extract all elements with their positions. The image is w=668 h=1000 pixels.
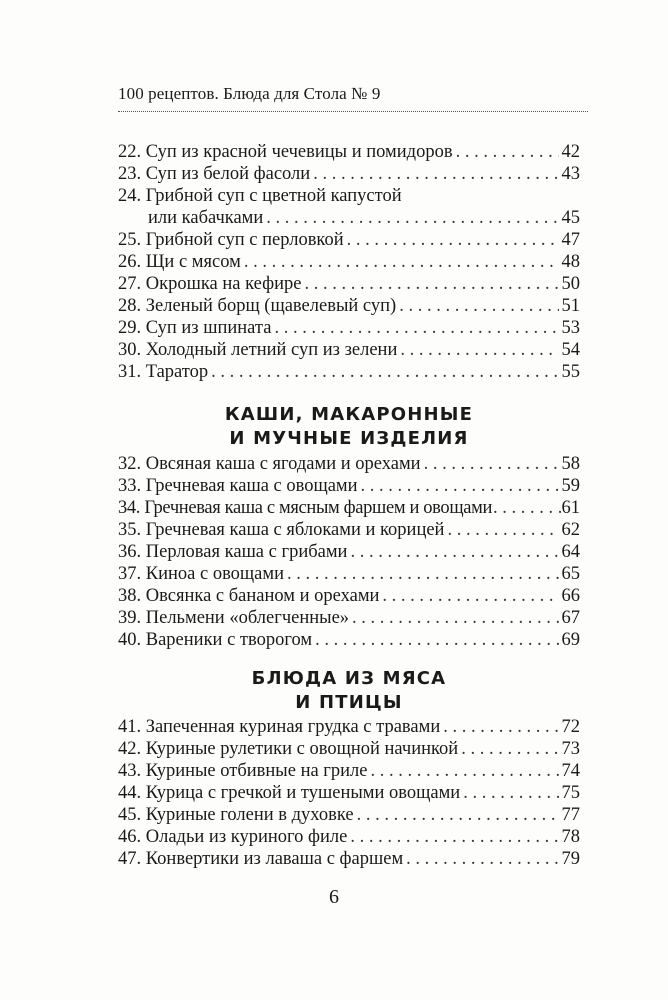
toc-entry-page: 77 (561, 805, 580, 825)
toc-dot-leader (211, 361, 558, 383)
toc-dot-leader (463, 782, 558, 804)
toc-entry-page: 72 (561, 717, 580, 737)
toc-section-meat (118, 716, 580, 870)
toc-entry-title: 47. Конвертики из лаваша с фаршем (118, 849, 404, 869)
toc-entry-title: 23. Суп из белой фасоли (118, 164, 311, 184)
toc-entry-title-line1: 24. Грибной суп с цветной капустой (118, 186, 402, 206)
toc-dot-leader (347, 229, 559, 251)
toc-dot-leader (266, 207, 558, 229)
running-header: 100 рецептов. Блюда для Стола № 9 (118, 84, 381, 103)
toc-entry-page: 55 (561, 362, 580, 382)
toc-entry[interactable] (118, 229, 580, 251)
toc-section-porridge (118, 453, 580, 651)
toc-entry-title: 40. Вареники с творогом (118, 630, 313, 650)
toc-entry-page: 50 (561, 274, 580, 294)
toc-entry[interactable] (118, 453, 580, 475)
toc-entry-page: 73 (561, 739, 580, 759)
section-heading-line: И МУЧНЫЕ ИЗДЕЛИЯ (229, 428, 469, 449)
toc-dot-leader (350, 826, 558, 848)
toc-dot-leader (244, 251, 559, 273)
toc-entry-page: 69 (561, 630, 580, 650)
toc-entry[interactable] (118, 804, 580, 826)
toc-dot-leader (274, 317, 558, 339)
page-number: 6 (329, 886, 339, 908)
toc-dot-leader (357, 804, 559, 826)
toc-entry-page: 54 (561, 340, 580, 360)
toc-entry[interactable] (118, 607, 580, 629)
toc-entry-title: 33. Гречневая каша с овощами (118, 476, 358, 496)
toc-entry-title: 34. Гречневая каша с мясным фаршем и овощами (118, 498, 492, 518)
section-heading-line: БЛЮДА ИЗ МЯСА (251, 668, 447, 689)
toc-entry-page: 58 (561, 454, 580, 474)
toc-entry[interactable] (118, 541, 580, 563)
toc-entry[interactable] (118, 273, 580, 295)
toc-dot-leader (371, 760, 559, 782)
toc-entry-multiline[interactable] (118, 185, 580, 229)
toc-entry-title: 36. Перловая каша с грибами (118, 542, 348, 562)
toc-entry-page: 47 (561, 230, 580, 250)
toc-entry[interactable] (118, 585, 580, 607)
toc-entry-title: 42. Куриные рулетики с овощной начинкой (118, 739, 459, 759)
toc-entry[interactable] (118, 361, 580, 383)
toc-entry-page: 62 (561, 520, 580, 540)
toc-dot-leader (399, 295, 558, 317)
toc-entry-page: 67 (561, 608, 580, 628)
toc-entry[interactable] (118, 519, 580, 541)
toc-dot-leader (382, 585, 558, 607)
toc-entry-title: 29. Суп из шпината (118, 318, 272, 338)
toc-entry[interactable] (118, 475, 580, 497)
toc-entry-title: 22. Суп из красной чечевицы и помидоров (118, 142, 453, 162)
toc-entry-title: 28. Зеленый борщ (щавелевый суп) (118, 296, 397, 316)
toc-entry-title: 32. Овсяная каша с ягодами и орехами (118, 454, 421, 474)
toc-dot-leader (493, 497, 561, 519)
toc-entry[interactable] (118, 629, 580, 651)
toc-dot-leader (361, 475, 559, 497)
toc-entry-page: 65 (561, 564, 580, 584)
toc-entry[interactable] (118, 251, 580, 273)
toc-entry-title: 43. Куриные отбивные на гриле (118, 761, 368, 781)
toc-entry[interactable] (118, 826, 580, 848)
toc-entry-title: 41. Запеченная куриная грудка с травами (118, 717, 441, 737)
toc-dot-leader (313, 163, 558, 185)
toc-entry[interactable] (118, 716, 580, 738)
toc-entry-page: 61 (561, 498, 580, 518)
toc-dot-leader (400, 339, 558, 361)
toc-entry-title: 39. Пельмени «облегченные» (118, 608, 350, 628)
toc-entry[interactable] (118, 317, 580, 339)
toc-section-soups (118, 141, 580, 383)
toc-entry[interactable] (118, 141, 580, 163)
toc-dot-leader (350, 541, 558, 563)
section-heading-meat (118, 667, 580, 715)
toc-dot-leader (424, 453, 559, 475)
toc-entry[interactable] (118, 782, 580, 804)
toc-entry-title: 46. Оладьи из куриного филе (118, 827, 348, 847)
toc-entry-page: 78 (561, 827, 580, 847)
toc-entry[interactable] (118, 848, 580, 870)
toc-entry-page: 48 (561, 252, 580, 272)
section-heading-porridge (118, 403, 580, 451)
toc-entry[interactable] (118, 497, 580, 519)
toc-entry-page: 43 (561, 164, 580, 184)
toc-dot-leader (352, 607, 558, 629)
toc-dot-leader (287, 563, 559, 585)
header-dotted-rule (118, 111, 588, 112)
toc-entry-page: 66 (561, 586, 580, 606)
toc-entry-title: 38. Овсянка с бананом и орехами (118, 586, 380, 606)
toc-entry-title: 31. Таратор (118, 362, 209, 382)
toc-dot-leader (443, 716, 558, 738)
toc-entry-title: 37. Киноа с овощами (118, 564, 284, 584)
toc-entry[interactable] (118, 563, 580, 585)
toc-entry-page: 59 (561, 476, 580, 496)
toc-entry-title: 45. Куриные голени в духовке (118, 805, 354, 825)
toc-entry-page: 45 (561, 208, 580, 228)
toc-entry[interactable] (118, 738, 580, 760)
toc-dot-leader (456, 141, 559, 163)
toc-entry-page: 79 (561, 849, 580, 869)
toc-entry-title: 30. Холодный летний суп из зелени (118, 340, 398, 360)
toc-entry-page: 64 (561, 542, 580, 562)
toc-dot-leader (461, 738, 558, 760)
toc-entry[interactable] (118, 760, 580, 782)
toc-entry[interactable] (118, 295, 580, 317)
toc-dot-leader (447, 519, 558, 541)
section-heading-line: КАШИ, МАКАРОННЫЕ (224, 404, 474, 425)
toc-entry[interactable] (118, 339, 580, 361)
toc-entry-title: 35. Гречневая каша с яблоками и корицей (118, 520, 445, 540)
toc-entry-title: 27. Окрошка на кефире (118, 274, 302, 294)
toc-entry-page: 51 (561, 296, 580, 316)
toc-entry-page: 74 (561, 761, 580, 781)
toc-entry-title: 25. Грибной суп с перловкой (118, 230, 344, 250)
toc-entry-page: 75 (561, 783, 580, 803)
toc-dot-leader (406, 848, 558, 870)
toc-entry[interactable] (118, 163, 580, 185)
toc-entry-title: 26. Щи с мясом (118, 252, 241, 272)
toc-dot-leader (304, 273, 558, 295)
toc-entry-page: 42 (561, 142, 580, 162)
toc-entry-page: 53 (561, 318, 580, 338)
section-heading-line: И ПТИЦЫ (295, 692, 403, 713)
toc-entry-title: или кабачками (148, 208, 264, 228)
toc-entry-title: 44. Курица с гречкой и тушеными овощами (118, 783, 461, 803)
toc-dot-leader (315, 629, 558, 651)
